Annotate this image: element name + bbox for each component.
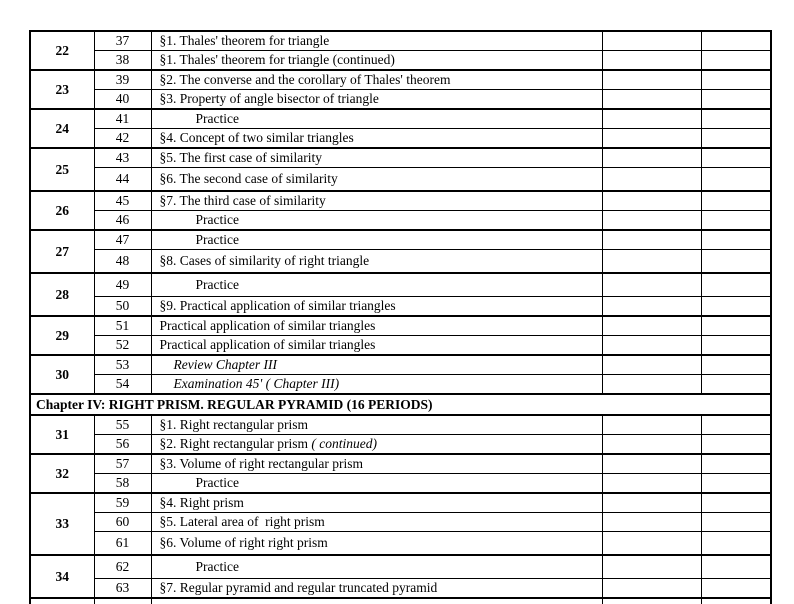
lesson-title-cell: §1. Thales' theorem for triangle	[151, 31, 602, 51]
table-row	[30, 454, 771, 474]
lesson-title-cell: §7. Regular pyramid and regular truncated pyramid	[151, 579, 602, 599]
lesson-title-text: §2. Right rectangular prism	[159, 436, 308, 451]
table-row	[30, 70, 771, 90]
empty-cell	[602, 474, 701, 494]
period-number-cell: 52	[94, 336, 151, 356]
empty-cell	[701, 355, 771, 375]
period-number-cell: 38	[94, 51, 151, 71]
empty-cell	[151, 598, 602, 604]
empty-cell	[602, 579, 701, 599]
table-row	[30, 168, 771, 192]
table-row	[30, 415, 771, 435]
period-number-cell: 63	[94, 579, 151, 599]
table-row	[30, 297, 771, 317]
empty-cell	[701, 70, 771, 90]
week-cell: 24	[30, 109, 94, 148]
lesson-title-cell: §3. Volume of right rectangular prism	[151, 454, 602, 474]
empty-cell	[701, 250, 771, 274]
lesson-title-cell: §7. The third case of similarity	[151, 191, 602, 211]
empty-cell	[701, 493, 771, 513]
empty-cell	[701, 191, 771, 211]
empty-cell	[701, 273, 771, 297]
lesson-title-cell: Practice	[151, 230, 602, 250]
week-cell: 23	[30, 70, 94, 109]
week-cell: 31	[30, 415, 94, 454]
empty-cell	[602, 51, 701, 71]
empty-cell	[701, 90, 771, 110]
table-row	[30, 230, 771, 250]
lesson-title-cell: §6. Volume of right right prism	[151, 532, 602, 556]
lesson-title-cell: Practical application of similar triangles	[151, 336, 602, 356]
lesson-title-cell: Practice	[151, 474, 602, 494]
empty-cell	[602, 336, 701, 356]
period-number-cell: 60	[94, 513, 151, 532]
week-cell: 30	[30, 355, 94, 394]
week-cell: 33	[30, 493, 94, 555]
week-cell: 34	[30, 555, 94, 598]
table-row	[30, 273, 771, 297]
table-row	[30, 109, 771, 129]
empty-cell	[701, 598, 771, 604]
empty-cell	[701, 31, 771, 51]
lesson-title-cell: §4. Right prism	[151, 493, 602, 513]
empty-cell	[602, 598, 701, 604]
empty-cell	[602, 31, 701, 51]
empty-cell	[602, 273, 701, 297]
period-number-cell: 50	[94, 297, 151, 317]
chapter-heading: Chapter IV: RIGHT PRISM. REGULAR PYRAMID (16 PERIODS)	[30, 394, 771, 415]
empty-cell	[701, 579, 771, 599]
empty-cell	[701, 474, 771, 494]
empty-cell	[701, 532, 771, 556]
table-row	[30, 355, 771, 375]
period-number-cell: 62	[94, 555, 151, 579]
empty-cell	[701, 435, 771, 455]
empty-cell	[602, 148, 701, 168]
empty-cell	[602, 454, 701, 474]
empty-cell	[602, 70, 701, 90]
week-cell: 29	[30, 316, 94, 355]
empty-cell	[602, 532, 701, 556]
lesson-title-cell: Review Chapter III	[151, 355, 602, 375]
lesson-plan-table	[29, 30, 772, 604]
period-number-cell: 51	[94, 316, 151, 336]
empty-cell	[701, 230, 771, 250]
lesson-title-cell: Examination 45' ( Chapter III)	[151, 375, 602, 395]
empty-cell	[602, 129, 701, 149]
empty-cell	[701, 454, 771, 474]
table-row	[30, 316, 771, 336]
lesson-title-cell: Practice	[151, 555, 602, 579]
period-number-cell: 43	[94, 148, 151, 168]
period-number-cell: 45	[94, 191, 151, 211]
empty-cell	[701, 168, 771, 192]
empty-cell	[701, 129, 771, 149]
lesson-title-cell: Practice	[151, 273, 602, 297]
table-row	[30, 375, 771, 395]
empty-cell	[701, 51, 771, 71]
empty-cell	[602, 513, 701, 532]
empty-cell	[602, 375, 701, 395]
table-row	[30, 51, 771, 71]
period-number-cell: 44	[94, 168, 151, 192]
empty-cell	[602, 168, 701, 192]
table-row	[30, 555, 771, 579]
empty-cell	[602, 316, 701, 336]
empty-cell	[602, 555, 701, 579]
table-row	[30, 191, 771, 211]
table-row	[30, 148, 771, 168]
empty-cell	[30, 598, 94, 604]
table-row	[30, 211, 771, 231]
empty-cell	[602, 230, 701, 250]
empty-cell	[701, 513, 771, 532]
table-row	[30, 435, 771, 455]
table-row	[30, 474, 771, 494]
period-number-cell: 41	[94, 109, 151, 129]
table-row	[30, 31, 771, 51]
period-number-cell: 59	[94, 493, 151, 513]
empty-cell	[701, 415, 771, 435]
empty-cell	[701, 336, 771, 356]
lesson-title-cell: §6. The second case of similarity	[151, 168, 602, 192]
table-row	[30, 250, 771, 274]
period-number-cell: 42	[94, 129, 151, 149]
period-number-cell: 47	[94, 230, 151, 250]
table-row	[30, 493, 771, 513]
lesson-title-suffix: ( continued)	[307, 436, 377, 451]
period-number-cell: 55	[94, 415, 151, 435]
lesson-title-cell: Practical application of similar triangles	[151, 316, 602, 336]
table-row-partial	[30, 598, 771, 604]
period-number-cell: 37	[94, 31, 151, 51]
table-row	[30, 90, 771, 110]
week-cell: 27	[30, 230, 94, 273]
lesson-title-cell: Practice	[151, 109, 602, 129]
empty-cell	[602, 109, 701, 129]
empty-cell	[701, 316, 771, 336]
week-cell: 28	[30, 273, 94, 316]
period-number-cell: 56	[94, 435, 151, 455]
period-number-cell: 58	[94, 474, 151, 494]
empty-cell	[602, 250, 701, 274]
week-cell: 22	[30, 31, 94, 70]
lesson-title-cell: §3. Property of angle bisector of triangle	[151, 90, 602, 110]
table-row	[30, 336, 771, 356]
period-number-cell: 39	[94, 70, 151, 90]
lesson-title-cell: §9. Practical application of similar triangles	[151, 297, 602, 317]
period-number-cell: 46	[94, 211, 151, 231]
week-cell: 25	[30, 148, 94, 191]
period-number-cell: 57	[94, 454, 151, 474]
empty-cell	[602, 415, 701, 435]
empty-cell	[701, 297, 771, 317]
period-number-cell: 48	[94, 250, 151, 274]
empty-cell	[701, 109, 771, 129]
lesson-title-cell: §5. Lateral area of right prism	[151, 513, 602, 532]
empty-cell	[602, 355, 701, 375]
empty-cell	[602, 191, 701, 211]
table-row	[30, 129, 771, 149]
empty-cell	[701, 211, 771, 231]
empty-cell	[602, 297, 701, 317]
lesson-title-cell: Practice	[151, 211, 602, 231]
period-number-cell: 40	[94, 90, 151, 110]
empty-cell	[701, 555, 771, 579]
table-row	[30, 579, 771, 599]
empty-cell	[602, 211, 701, 231]
empty-cell	[94, 598, 151, 604]
empty-cell	[602, 435, 701, 455]
empty-cell	[602, 90, 701, 110]
period-number-cell: 54	[94, 375, 151, 395]
period-number-cell: 61	[94, 532, 151, 556]
empty-cell	[602, 493, 701, 513]
week-cell: 32	[30, 454, 94, 493]
period-number-cell: 53	[94, 355, 151, 375]
chapter-heading-row	[30, 394, 771, 415]
lesson-title-cell: §1. Right rectangular prism	[151, 415, 602, 435]
table-row	[30, 513, 771, 532]
lesson-title-cell: §2. The converse and the corollary of Thales' theorem	[151, 70, 602, 90]
lesson-title-cell: §5. The first case of similarity	[151, 148, 602, 168]
lesson-title-cell: §1. Thales' theorem for triangle (continued)	[151, 51, 602, 71]
lesson-title-cell: §8. Cases of similarity of right triangle	[151, 250, 602, 274]
lesson-title-cell	[151, 435, 602, 455]
empty-cell	[701, 148, 771, 168]
lesson-title-cell: §4. Concept of two similar triangles	[151, 129, 602, 149]
period-number-cell: 49	[94, 273, 151, 297]
empty-cell	[701, 375, 771, 395]
week-cell: 26	[30, 191, 94, 230]
table-row	[30, 532, 771, 556]
